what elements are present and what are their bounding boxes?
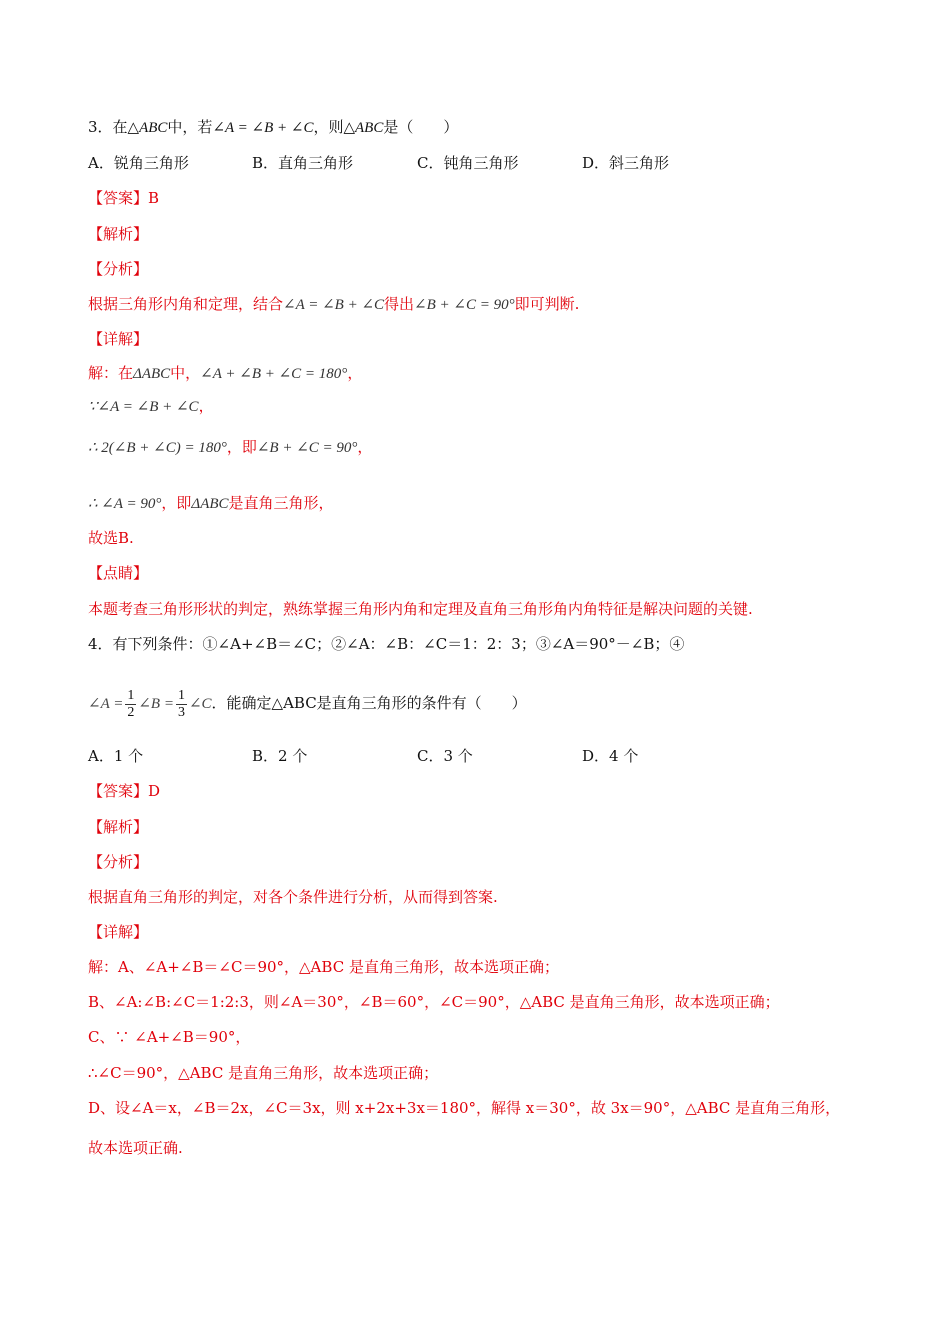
q4-fenxi-title: 【分析】 bbox=[88, 853, 149, 871]
q3-stem-math: △ABC bbox=[127, 120, 168, 136]
q3-stem bbox=[88, 117, 890, 138]
q4-detail-line-5: D、设∠A＝x，∠B＝2x，∠C＝3x，则 x+2x+3x＝180°，解得 x＝30°，故 3x＝90°，△ABC 是直角三角形， bbox=[88, 1099, 841, 1117]
q3-option-d: D．斜三角形 bbox=[582, 154, 670, 172]
q4-answer: 【答案】D bbox=[88, 782, 161, 800]
q3-answer: 【答案】B bbox=[88, 189, 160, 207]
q3-detail-math: ∵∠A = ∠B + ∠C bbox=[88, 399, 199, 415]
fraction-numerator: 1 bbox=[127, 687, 135, 703]
q4-option-c: C．3 个 bbox=[417, 747, 473, 765]
q3-detail-line-4 bbox=[88, 493, 890, 514]
q3-fenxi-text: 根据三角形内角和定理，结合 bbox=[88, 295, 284, 313]
q4-fenxi: 根据直角三角形的判定，对各个条件进行分析，从而得到答案. bbox=[88, 888, 498, 906]
q4-fraction-third bbox=[176, 688, 187, 721]
q3-fenxi-title: 【分析】 bbox=[88, 260, 149, 278]
fraction-numerator: 1 bbox=[177, 687, 185, 703]
q3-fenxi-text: 即可判断. bbox=[514, 295, 580, 313]
q3-option-b: B．直角三角形 bbox=[252, 154, 354, 172]
q4-stem-math: ∠A = bbox=[88, 696, 124, 712]
q3-stem-math: △ABC bbox=[343, 120, 384, 136]
q4-detail-line-1: 解：A、∠A+∠B＝∠C＝90°，△ABC 是直角三角形，故本选项正确； bbox=[88, 958, 559, 976]
q4-jiexi-title: 【解析】 bbox=[88, 818, 149, 836]
q3-stem-text: 3．在 bbox=[88, 118, 128, 136]
q3-jiexi-title: 【解析】 bbox=[88, 225, 149, 243]
q3-detail-title: 【详解】 bbox=[88, 330, 149, 348]
q3-detail-line-5: 故选B. bbox=[88, 529, 134, 547]
q3-stem-text: 中，若 bbox=[167, 118, 213, 136]
q3-option-a: A．锐角三角形 bbox=[88, 154, 189, 172]
q3-stem-math: ∠A = ∠B + ∠C bbox=[212, 120, 314, 136]
q4-stem-line-1: 4．有下列条件：①∠A+∠B＝∠C；②∠A：∠B：∠C＝1：2：3；③∠A＝90°－∠B；④ bbox=[88, 635, 685, 653]
q4-fraction-half bbox=[125, 688, 136, 721]
q3-stem-text: 是（ ） bbox=[383, 118, 459, 136]
q3-detail-math: ∴ ∠A = 90° bbox=[88, 496, 162, 512]
q4-option-d: D．4 个 bbox=[582, 747, 639, 765]
q3-detail-math: ΔABC bbox=[133, 366, 171, 382]
q4-option-a: A．1 个 bbox=[88, 747, 144, 765]
q3-detail-text: ， bbox=[198, 397, 214, 415]
q3-option-c: C．钝角三角形 bbox=[417, 154, 519, 172]
q4-detail-line-3: C、∵ ∠A+∠B＝90°， bbox=[88, 1028, 251, 1046]
q3-fenxi bbox=[88, 294, 890, 315]
q3-detail-line-1 bbox=[88, 363, 890, 384]
fraction-denominator: 3 bbox=[177, 704, 185, 720]
q3-detail-math: ΔABC bbox=[191, 496, 229, 512]
q3-detail-math: ∴ 2(∠B + ∠C) = 180° bbox=[88, 440, 227, 456]
q3-detail-math: ∠A + ∠B + ∠C = 180° bbox=[200, 366, 348, 382]
q3-fenxi-math: ∠B + ∠C = 90° bbox=[414, 297, 515, 313]
q3-detail-text: 中， bbox=[170, 364, 201, 382]
q3-detail-text: ， bbox=[357, 438, 373, 456]
q4-detail-line-4: ∴∠C＝90°，△ABC 是直角三角形，故本选项正确； bbox=[88, 1064, 439, 1082]
q4-stem-text: ．能确定△ABC是直角三角形的条件有（ ） bbox=[211, 694, 527, 712]
q3-detail-math: ∠B + ∠C = 90° bbox=[256, 440, 358, 456]
q4-stem-line-2 bbox=[88, 683, 890, 724]
q3-detail-text: ，即 bbox=[161, 494, 192, 512]
q3-fenxi-text: 得出 bbox=[384, 295, 415, 313]
q3-detail-text: ， bbox=[347, 364, 363, 382]
q4-detail-title: 【详解】 bbox=[88, 923, 149, 941]
q3-detail-line-2 bbox=[88, 396, 890, 417]
q3-dianjing-title: 【点睛】 bbox=[88, 564, 149, 582]
q4-detail-line-6: 故本选项正确. bbox=[88, 1139, 183, 1157]
q3-detail-text: 解：在 bbox=[88, 364, 134, 382]
q3-detail-line-3 bbox=[88, 437, 890, 458]
fraction-denominator: 2 bbox=[127, 704, 135, 720]
q3-detail-text: 是直角三角形， bbox=[228, 494, 334, 512]
q3-stem-text: ，则 bbox=[313, 118, 344, 136]
q3-detail-text: ，即 bbox=[226, 438, 257, 456]
q4-stem-math: ∠C bbox=[188, 696, 212, 712]
q3-dianjing: 本题考查三角形形状的判定，熟练掌握三角形内角和定理及直角三角形角内角特征是解决问题的关键. bbox=[88, 600, 753, 618]
q3-fenxi-math: ∠A = ∠B + ∠C bbox=[283, 297, 385, 313]
q4-stem-math: ∠B = bbox=[138, 696, 174, 712]
q4-detail-line-2: B、∠A:∠B:∠C＝1:2:3，则∠A＝30°，∠B＝60°，∠C＝90°，△ABC 是直角三角形，故本选项正确； bbox=[88, 993, 780, 1011]
q4-option-b: B．2 个 bbox=[252, 747, 308, 765]
